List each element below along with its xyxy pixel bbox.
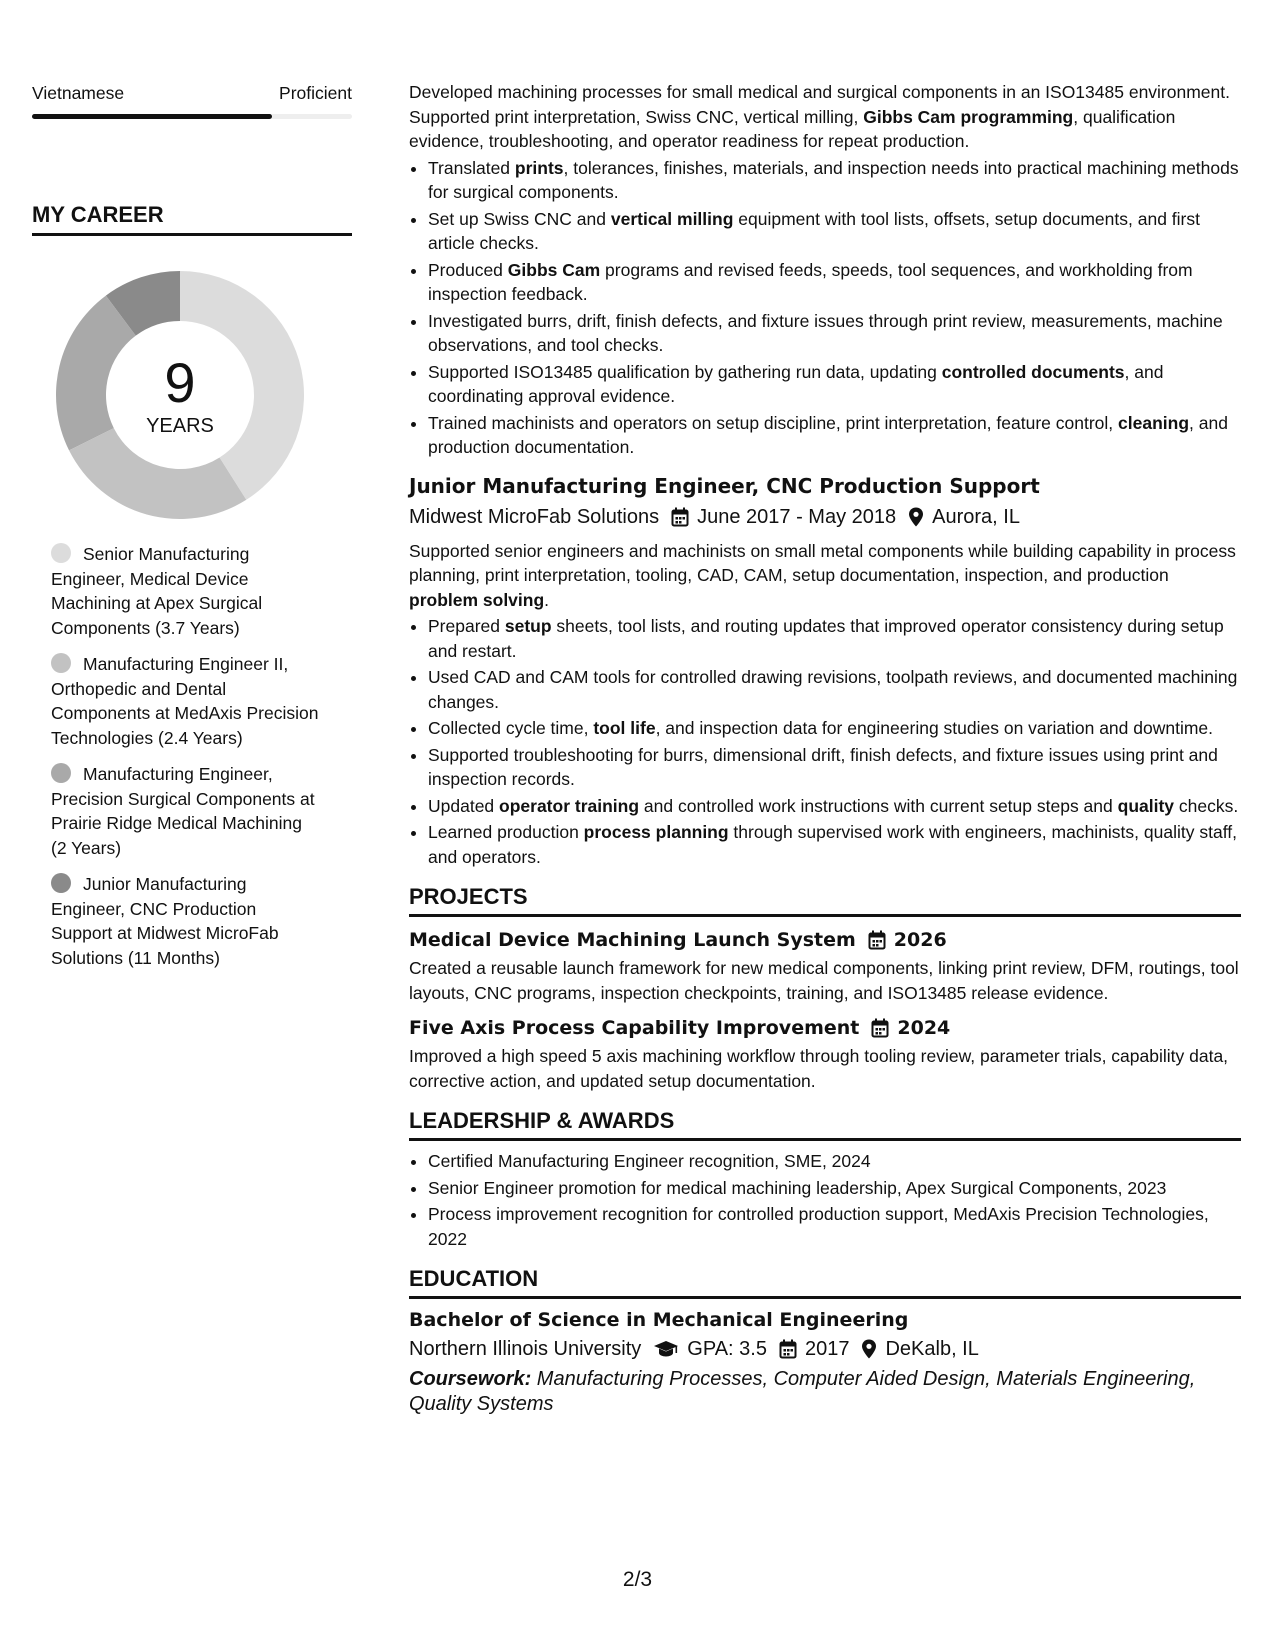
bold-text: prints [514,157,564,178]
bold-text: tool life [593,718,656,738]
career-list [51,542,321,970]
bold-text: setup [504,616,552,636]
education-location: DeKalb, IL [885,1338,979,1360]
text: and controlled work instructions with current setup steps and [639,795,1118,816]
text: Produced [428,259,508,280]
text: programs and revised feeds, speeds, tool sequences, and workholding from inspection feedback. [428,259,1193,304]
donut-slice [69,428,246,519]
legend-dot-icon [51,763,71,783]
text: Supported senior engineers and machinists on small metal components while building capability in process planning, print interpretation, tooling, CAD, CAM, setup documentation, inspection, and production [409,540,1236,585]
bold-text: vertical milling [610,208,734,229]
project-name: Medical Device Machining Launch System [409,929,856,951]
bullet-item [428,820,1241,869]
language-level: Proficient [279,83,352,103]
location-pin-icon [908,507,924,527]
school-name: Northern Illinois University [409,1338,642,1360]
text: Learned production [428,822,584,842]
bold-text: quality [1117,795,1175,816]
text: , qualification evidence, troubleshooting, and operator readiness for repeat production. [409,106,1176,151]
graduation-year: 2017 [804,1338,850,1360]
bullet-item [428,258,1241,307]
text: , and coordinating approval evidence. [428,361,1164,406]
education-meta [409,1335,1241,1363]
bullet-item [428,794,1241,819]
bold-text: Gibbs Cam programming [863,106,1074,127]
legend-dot-icon [51,543,71,563]
text: equipment with tool lists, offsets, setup documents, and first article checks. [428,208,1200,253]
career-legend-text: Junior Manufacturing Engineer, CNC Production Support at Midwest MicroFab Solutions (11 Months) [51,874,279,968]
coursework-label: Coursework: [409,1368,532,1390]
bullet-item [428,665,1241,714]
text: Investigated burrs, drift, finish defects, and fixture issues through print review, measurements, machine observations, and tool checks. [428,310,1223,355]
bullet-item [428,309,1241,358]
job-dates: June 2017 - May 2018 [697,505,897,528]
coursework-list: Manufacturing Processes, Computer Aided Design, Materials Engineering, Quality Systems [409,1368,1196,1415]
projects-section-title: PROJECTS [409,883,1241,917]
bullet-item [428,743,1241,792]
coursework [409,1367,1241,1417]
text: Trained machinists and operators on setup discipline, print interpretation, feature control, [428,412,1119,433]
language-level-fill [32,114,272,119]
job-bullets [409,156,1241,460]
job-meta [409,503,1241,531]
project-item [409,927,1241,1005]
bold-text: controlled documents [941,361,1125,382]
legend-dot-icon [51,653,71,673]
text: , tolerances, finishes, materials, and inspection needs into practical machining methods for surgical components. [428,157,1239,202]
legend-dot-icon [51,873,71,893]
bold-text: process planning [583,822,729,842]
award-item: • Process improvement recognition for controlled production support, MedAxis Precision Technologies, 2022 [428,1202,1241,1251]
language-item [32,80,352,119]
career-legend-text: Senior Manufacturing Engineer, Medical Device Machining at Apex Surgical Components (3.7 Years) [51,544,263,638]
text: Used CAD and CAM tools for controlled drawing revisions, toolpath reviews, and documented machining changes. [428,667,1238,712]
text: , and production documentation. [428,412,1228,457]
career-legend-item [51,762,321,860]
text: Developed machining processes for small medical and surgical components in an ISO13485 environment. Supported print interpretation, Swiss CNC, vertical milling, [409,82,1230,127]
bullet-item [428,614,1241,663]
bullet-item [428,716,1241,741]
text: Translated [428,157,515,178]
total-years-value: 9 [164,351,196,414]
text: . [544,589,550,610]
project-item [409,1015,1241,1093]
bullet-item [428,360,1241,409]
job-summary [409,80,1241,154]
bold-text: Gibbs Cam [507,259,601,280]
project-year: 2026 [893,929,947,951]
language-level-bar [32,114,352,119]
language-name: Vietnamese [32,83,125,103]
text: Set up Swiss CNC and [428,208,611,229]
education-section-title: EDUCATION [409,1265,1241,1299]
gpa: GPA: 3.5 [687,1338,767,1360]
calendar-icon [868,930,886,950]
bold-text: cleaning [1118,412,1190,433]
page-number: 2/3 [622,1568,653,1591]
right-column [409,80,1241,1417]
calendar-icon [671,507,689,527]
career-legend-item [51,872,321,970]
text: , and inspection data for engineering studies on variation and downtime. [655,718,1214,738]
project-description: Improved a high speed 5 axis machining workflow through tooling review, parameter trials, capability data, corrective action, and updated setup documentation. [409,1046,1229,1091]
company-name: Midwest MicroFab Solutions [409,505,660,528]
award-item: • Senior Engineer promotion for medical machining leadership, Apex Surgical Components, 2023 [428,1176,1241,1201]
project-year: 2024 [897,1017,951,1039]
text: Collected cycle time, [428,718,594,738]
awards-list [409,1149,1241,1251]
project-description: Created a reusable launch framework for new medical components, linking print review, DFM, routings, tool layouts, CNC programs, inspection checkpoints, training, and ISO13485 release evidence. [409,958,1239,1003]
job-title: Junior Manufacturing Engineer, CNC Production Support [409,473,1040,498]
career-legend-item [51,652,321,750]
career-legend-text: Manufacturing Engineer, Precision Surgical Components at Prairie Ridge Medical Machining (2 Years) [51,764,315,858]
text: Prepared [428,616,505,636]
degree-title: Bachelor of Science in Mechanical Engineering [409,1309,909,1331]
bullet-item [428,207,1241,256]
job-summary [409,539,1241,613]
career-legend-text: Manufacturing Engineer II, Orthopedic and Dental Components at MedAxis Precision Technologies (2.4 Years) [51,654,319,748]
bullet-item [428,411,1241,460]
total-years-label: YEARS [146,415,214,437]
text: sheets, tool lists, and routing updates that improved operator consistency during setup and restart. [428,616,1224,661]
calendar-icon [871,1018,889,1038]
bullet-item [428,156,1241,205]
bold-text: operator training [499,795,640,816]
award-item: • Certified Manufacturing Engineer recognition, SME, 2024 [428,1149,1241,1174]
career-legend-item [51,542,321,640]
graduation-cap-icon [653,1340,679,1358]
text: checks. [1174,795,1239,816]
bold-text: problem solving [409,589,545,610]
career-section-title: MY CAREER [32,201,352,236]
location-pin-icon [861,1339,877,1359]
text: through supervised work with engineers, machinists, quality staff, and operators. [428,822,1237,867]
text: Supported ISO13485 qualification by gathering run data, updating [428,361,942,382]
job-location: Aurora, IL [932,505,1020,528]
donut-slice [180,271,304,500]
text: Supported troubleshooting for burrs, dimensional drift, finish defects, and fixture issues using print and inspection records. [428,744,1218,789]
left-column [32,80,352,982]
job-bullets [409,614,1241,869]
career-donut-chart [55,270,305,520]
project-name: Five Axis Process Capability Improvement [409,1017,860,1039]
calendar-icon [779,1339,797,1359]
text: Updated [428,795,500,816]
awards-section-title: LEADERSHIP & AWARDS [409,1107,1241,1141]
